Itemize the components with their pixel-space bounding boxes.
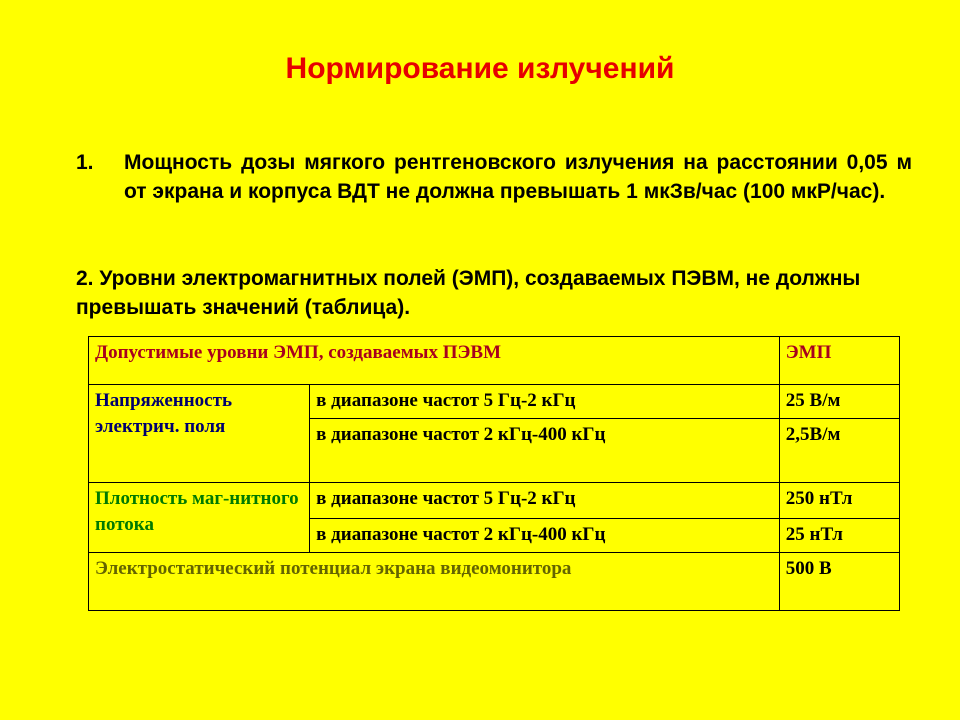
table-header-row bbox=[89, 337, 900, 385]
emp-limits-table bbox=[88, 336, 900, 611]
frequency-range-cell: в диапазоне частот 2 кГц-400 кГц bbox=[310, 419, 780, 483]
table-row bbox=[89, 385, 900, 419]
electric-field-label: Напряженность электрич. поля bbox=[89, 385, 310, 483]
table-row bbox=[89, 483, 900, 519]
magnetic-flux-label: Плотность маг-нитного потока bbox=[89, 483, 310, 553]
frequency-range-cell: в диапазоне частот 5 Гц-2 кГц bbox=[310, 483, 780, 519]
limit-value-cell: 500 В bbox=[779, 553, 899, 611]
frequency-range-cell: в диапазоне частот 2 кГц-400 кГц bbox=[310, 519, 780, 553]
table-header-levels: Допустимые уровни ЭМП, создаваемых ПЭВМ bbox=[89, 337, 780, 385]
list-item-1-number: 1. bbox=[76, 151, 94, 174]
list-item-2-text: 2. Уровни электромагнитных полей (ЭМП), создаваемых ПЭВМ, не должны превышать значений (таблица). bbox=[76, 267, 861, 319]
table-row bbox=[89, 553, 900, 611]
list-item-1 bbox=[76, 148, 912, 206]
limit-value-cell: 2,5В/м bbox=[779, 419, 899, 483]
limit-value-cell: 25 В/м bbox=[779, 385, 899, 419]
limit-value-cell: 250 нТл bbox=[779, 483, 899, 519]
page-title: Нормирование излучений bbox=[285, 52, 675, 85]
electrostatic-potential-label: Электростатический потенциал экрана видеомонитора bbox=[89, 553, 780, 611]
frequency-range-cell: в диапазоне частот 5 Гц-2 кГц bbox=[310, 385, 780, 419]
list-item-1-text: Мощность дозы мягкого рентгеновского излучения на расстоянии 0,05 м от экрана и корпуса ВДТ не должна превышать 1 мкЗв/час (100 мкР/час). bbox=[124, 151, 912, 203]
limit-value-cell: 25 нТл bbox=[779, 519, 899, 553]
table-header-emp: ЭМП bbox=[779, 337, 899, 385]
